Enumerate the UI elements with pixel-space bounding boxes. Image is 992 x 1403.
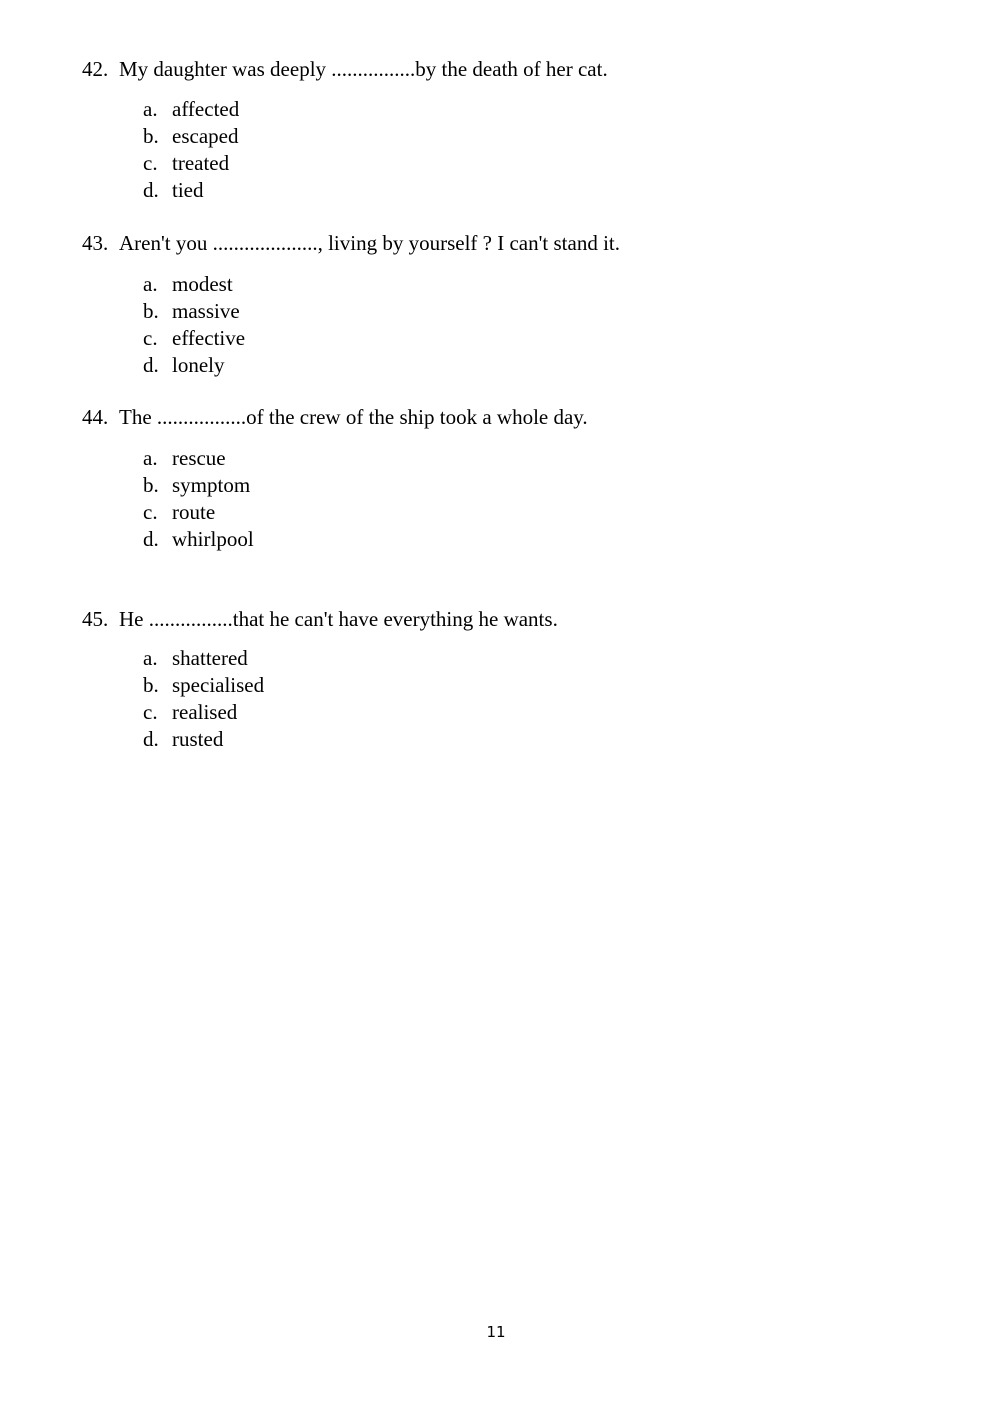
option-text: specialised — [172, 673, 265, 697]
option-letter: b. — [143, 473, 159, 497]
option-text: effective — [172, 326, 246, 350]
option-c — [143, 499, 992, 526]
question-number: 44. — [82, 405, 109, 429]
option-letter: c. — [143, 500, 158, 524]
option-text: whirlpool — [172, 527, 254, 551]
question-number: 42. — [82, 57, 109, 81]
option-c — [143, 325, 992, 352]
option-letter: d. — [143, 178, 159, 202]
option-letter: d. — [143, 353, 159, 377]
question-44 — [82, 404, 942, 553]
option-a — [143, 96, 992, 123]
question-45 — [82, 606, 942, 753]
option-c — [143, 699, 992, 726]
question-42 — [82, 56, 942, 204]
option-text: tied — [172, 178, 204, 202]
option-letter: b. — [143, 124, 159, 148]
option-letter: b. — [143, 299, 159, 323]
option-d — [143, 526, 992, 553]
option-letter: a. — [143, 646, 158, 670]
option-letter: a. — [143, 446, 158, 470]
option-text: rescue — [172, 446, 226, 470]
answer-options — [143, 445, 992, 553]
option-a — [143, 645, 992, 672]
question-stem — [82, 606, 942, 632]
option-b — [143, 472, 992, 499]
option-b — [143, 672, 992, 699]
option-text: escaped — [172, 124, 239, 148]
page-number: 11 — [486, 1323, 506, 1341]
answer-options — [143, 271, 992, 379]
option-a — [143, 271, 992, 298]
question-number: 43. — [82, 231, 109, 255]
option-letter: c. — [143, 326, 158, 350]
question-stem — [82, 56, 942, 82]
question-stem — [82, 404, 942, 430]
question-text: My daughter was deeply ................by the death of her cat. — [119, 57, 608, 81]
question-43 — [82, 230, 942, 379]
option-text: massive — [172, 299, 240, 323]
option-text: symptom — [172, 473, 251, 497]
question-text: The .................of the crew of the ship took a whole day. — [119, 405, 588, 429]
option-text: affected — [172, 97, 240, 121]
option-text: modest — [172, 272, 233, 296]
option-b — [143, 298, 992, 325]
option-letter: c. — [143, 700, 158, 724]
option-letter: c. — [143, 151, 158, 175]
option-text: route — [172, 500, 216, 524]
option-text: shattered — [172, 646, 248, 670]
option-d — [143, 352, 992, 379]
option-letter: a. — [143, 272, 158, 296]
option-b — [143, 123, 992, 150]
option-text: rusted — [172, 727, 224, 751]
option-letter: d. — [143, 527, 159, 551]
option-letter: b. — [143, 673, 159, 697]
option-text: lonely — [172, 353, 225, 377]
option-d — [143, 177, 992, 204]
option-text: realised — [172, 700, 238, 724]
option-a — [143, 445, 992, 472]
answer-options — [143, 645, 992, 753]
option-d — [143, 726, 992, 753]
question-text: Aren't you ...................., living by yourself ? I can't stand it. — [119, 231, 620, 255]
question-stem — [82, 230, 942, 256]
answer-options — [143, 96, 992, 204]
option-letter: a. — [143, 97, 158, 121]
option-letter: d. — [143, 727, 159, 751]
question-text: He ................that he can't have everything he wants. — [119, 607, 558, 631]
option-text: treated — [172, 151, 230, 175]
option-c — [143, 150, 992, 177]
question-number: 45. — [82, 607, 109, 631]
